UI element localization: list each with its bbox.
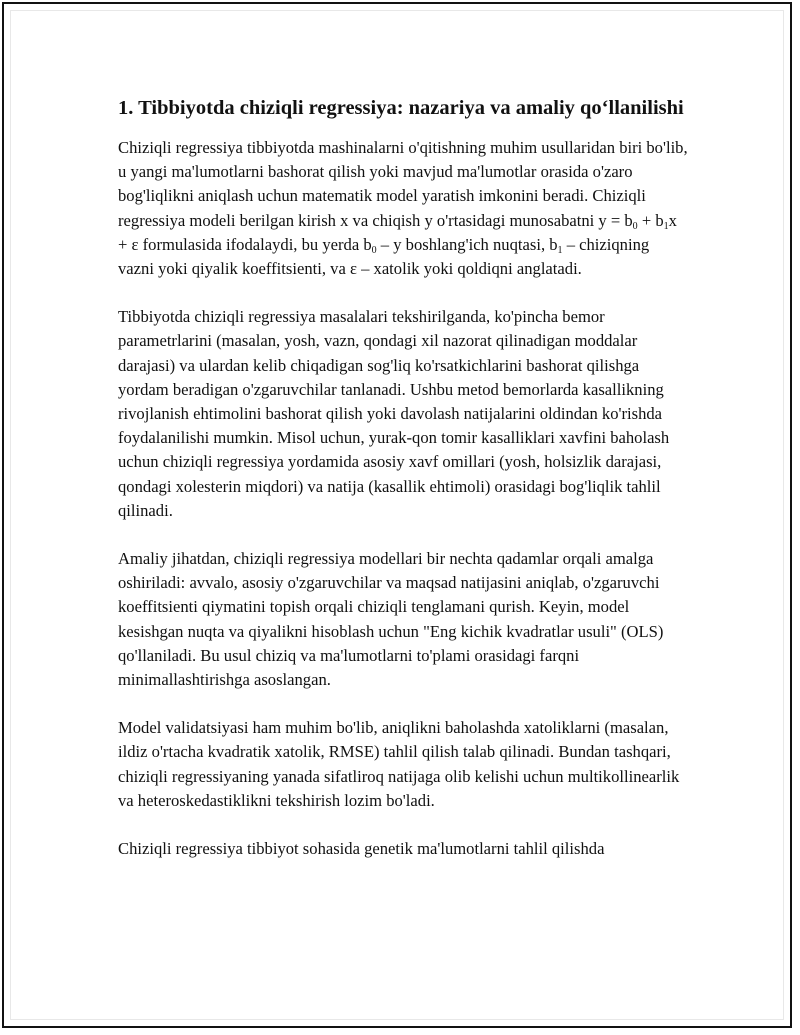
paragraph-intro (118, 136, 688, 281)
paragraph-genetics: Chiziqli regressiya tibbiyot sohasida genetik ma'lumotlarni tahlil qilishda (118, 839, 605, 859)
subscript-b0-def: 0 (371, 244, 377, 256)
paragraph-intro-text-3: x + ε formulasida ifodalaydi, bu yerda b (118, 210, 677, 254)
paragraph-validation: Model validatsiyasi ham muhim bo'lib, aniqlikni baholashda xatoliklarni (masalan, ildiz o'rtacha kvadratik xatolik, RMSE) tahlil qilish talab qilinadi. Bundan tashqari, chiziqli regressiyaning yanada sifatliroq natijaga olib kelishi uchun multikollinearlik va heteroskedastiklikni tekshirish lozim bo'ladi. (118, 718, 680, 810)
paragraph-intro-text-2: + b (637, 210, 664, 230)
paragraph-intro-text-4: – y boshlang'ich nuqtasi, b (376, 234, 558, 254)
document-body (118, 94, 688, 885)
section-title: 1. Tibbiyotda chiziqli regressiya: nazariya va amaliy qo‘llanilishi (118, 97, 684, 119)
subscript-b1: 1 (663, 220, 669, 232)
paragraph-intro-text-5: – chiziqning vazni yoki qiyalik koeffitsienti, va ε – xatolik yoki qoldiqni anglatadi. (118, 234, 650, 279)
paragraph-intro-text-1: Chiziqli regressiya tibbiyotda mashinalarni o'qitishning muhim usullaridan biri bo'lib, u yangi ma'lumotlarni bashorat qilish yoki mavjud ma'lumotlar orasida o'zaro bog'liqlikni aniqlash uchun matematik model yaratish imkonini beradi. Chiziqli regressiya modeli berilgan kirish x va chiqish y o'rtasidagi munosabatni y = b (118, 138, 688, 230)
subscript-b1-def: 1 (557, 244, 563, 256)
paragraph-medical-use: Tibbiyotda chiziqli regressiya masalalari tekshirilganda, ko'pincha bemor parametrlarini (masalan, yosh, vazn, qondagi xil nazorat qilinadigan moddalar darajasi) va ulardan kelib chiqadigan sog'liq ko'rsatkichlarini bashorat qilishga yordam beradigan o'zgaruvchilar tanlanadi. Ushbu metod bemorlarda kasallikning rivojlanish ehtimolini bashorat qilish yoki davolash natijalarini oldindan ko'rishda foydalanilishi mumkin. Misol uchun, yurak-qon tomir kasalliklari xavfini baholash uchun chiziqli regressiya yordamida asosiy xavf omillari (yosh, holsizlik darajasi, qondagi xolesterin miqdori) va natija (kasallik ehtimoli) orasidagi bog'liqlik tahlil qilinadi. (118, 307, 670, 520)
paragraph-practical-steps: Amaliy jihatdan, chiziqli regressiya modellari bir nechta qadamlar orqali amalga oshiriladi: avvalo, asosiy o'zgaruvchilar va maqsad natijasini aniqlab, o'zgaruvchi koeffitsienti qiymatini topish orqali chiziqli tenglamani qurish. Keyin, model kesishgan nuqta va qiyalikni hisoblash uchun "Eng kichik kvadratlar usuli" (OLS) qo'llaniladi. Bu usul chiziq va ma'lumotlarni to'plami orasidagi farqni minimallashtirishga asoslangan. (118, 549, 664, 690)
subscript-b0: 0 (632, 220, 638, 232)
